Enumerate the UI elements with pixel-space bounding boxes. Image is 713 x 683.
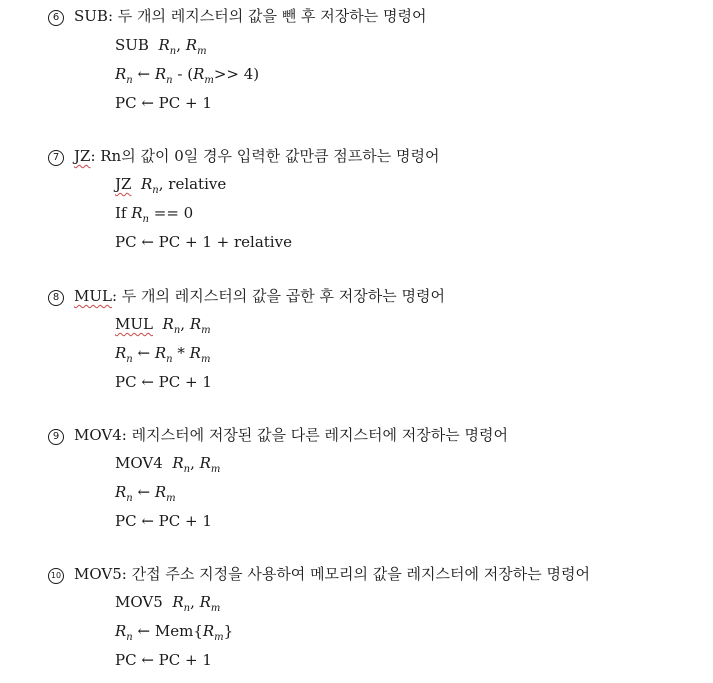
reg-symbol: R bbox=[162, 315, 174, 333]
mnemonic: JZ bbox=[74, 147, 91, 165]
operation-line bbox=[115, 482, 176, 509]
reg-index: n bbox=[166, 75, 173, 86]
syntax-line bbox=[115, 314, 211, 341]
reg-symbol: R bbox=[154, 344, 167, 362]
condition-line bbox=[115, 203, 193, 230]
operation-line bbox=[115, 621, 233, 648]
reg-index: n bbox=[166, 354, 173, 365]
separator: , bbox=[180, 315, 190, 333]
section-10-heading bbox=[48, 564, 590, 584]
keyword: If bbox=[115, 204, 132, 222]
reg-symbol: R bbox=[199, 454, 211, 472]
reg-index: m bbox=[197, 46, 207, 57]
reg-symbol: R bbox=[189, 315, 202, 333]
operator: >> 4) bbox=[213, 65, 260, 83]
reg-index: n bbox=[126, 632, 133, 643]
mnemonic: MUL bbox=[74, 287, 112, 305]
mnemonic: MOV4 bbox=[74, 426, 122, 444]
reg-symbol: R bbox=[154, 483, 167, 501]
section-7-heading bbox=[48, 146, 439, 166]
reg-symbol: R bbox=[115, 483, 127, 501]
section-8-heading bbox=[48, 286, 445, 306]
reg-index: n bbox=[126, 493, 133, 504]
reg-index: m bbox=[214, 632, 224, 643]
reg-index: n bbox=[183, 464, 191, 475]
syntax-line bbox=[115, 592, 220, 619]
reg-symbol: R bbox=[185, 36, 198, 54]
operation-line bbox=[115, 64, 259, 91]
operator: ← bbox=[132, 344, 155, 362]
reg-index: m bbox=[201, 325, 211, 336]
pc-update-line: PC ← PC + 1 bbox=[115, 651, 212, 669]
reg-symbol: R bbox=[115, 622, 127, 640]
mnemonic: SUB bbox=[74, 7, 108, 25]
reg-index: n bbox=[173, 325, 181, 336]
pc-update-line: PC ← PC + 1 bbox=[115, 512, 212, 530]
syntax-line bbox=[115, 453, 220, 480]
reg-index: m bbox=[204, 75, 214, 86]
reg-symbol: R bbox=[193, 65, 205, 83]
circled-number-8: 8 bbox=[48, 290, 64, 306]
pc-update-line: PC ← PC + 1 bbox=[115, 373, 212, 391]
pc-update-line: PC ← PC + 1 bbox=[115, 94, 212, 112]
heading-description: : 두 개의 레지스터의 값을 곱한 후 저장하는 명령어 bbox=[111, 287, 445, 305]
circled-number-9: 9 bbox=[48, 429, 64, 445]
reg-index: m bbox=[166, 493, 176, 504]
heading-description: : 두 개의 레지스터의 값을 뺀 후 저장하는 명령어 bbox=[107, 7, 427, 25]
pc-update-line: PC ← PC + 1 + relative bbox=[115, 233, 292, 251]
reg-index: m bbox=[200, 354, 211, 365]
reg-symbol: R bbox=[172, 593, 184, 611]
reg-symbol: R bbox=[158, 36, 170, 54]
syntax-line bbox=[115, 174, 226, 201]
section-9-heading bbox=[48, 425, 508, 445]
opcode: MOV4 bbox=[115, 454, 163, 472]
opcode: MOV5 bbox=[115, 593, 163, 611]
heading-description: : 간접 주소 지정을 사용하여 메모리의 값을 레지스터에 저장하는 명령어 bbox=[121, 565, 590, 583]
operator: - ( bbox=[172, 65, 194, 83]
reg-index: m bbox=[210, 464, 221, 475]
heading-description: : Rn의 값이 0일 경우 입력한 값만큼 점프하는 명령어 bbox=[90, 147, 440, 165]
opcode: SUB bbox=[115, 36, 149, 54]
operand-text: , relative bbox=[158, 175, 227, 193]
reg-symbol: R bbox=[199, 593, 211, 611]
reg-index: n bbox=[142, 214, 149, 225]
syntax-line bbox=[115, 35, 207, 62]
separator: , bbox=[190, 593, 200, 611]
mnemonic: MOV5 bbox=[74, 565, 122, 583]
circled-number-10: 10 bbox=[48, 568, 64, 584]
reg-symbol: R bbox=[131, 204, 143, 222]
reg-index: n bbox=[126, 75, 133, 86]
reg-symbol: R bbox=[172, 454, 184, 472]
operator: * bbox=[172, 344, 190, 362]
reg-index: n bbox=[126, 354, 133, 365]
circled-number-7: 7 bbox=[48, 150, 64, 166]
separator: , bbox=[190, 454, 200, 472]
reg-symbol: R bbox=[115, 65, 127, 83]
opcode: MUL bbox=[115, 315, 153, 333]
operator: ← bbox=[132, 65, 155, 83]
reg-symbol: R bbox=[115, 344, 127, 362]
operator: ← bbox=[132, 483, 155, 501]
reg-symbol: R bbox=[202, 622, 215, 640]
reg-symbol: R bbox=[189, 344, 201, 362]
operation-line bbox=[115, 343, 210, 370]
reg-index: m bbox=[210, 603, 221, 614]
reg-symbol: R bbox=[140, 175, 153, 193]
operator: ← Mem{ bbox=[132, 622, 203, 640]
operator: } bbox=[223, 622, 234, 640]
reg-index: n bbox=[152, 185, 159, 196]
reg-index: n bbox=[183, 603, 191, 614]
circled-number-6: 6 bbox=[48, 10, 64, 26]
reg-symbol: R bbox=[154, 65, 167, 83]
reg-index: n bbox=[169, 46, 177, 57]
operator: == 0 bbox=[149, 204, 194, 222]
opcode: JZ bbox=[115, 175, 132, 193]
separator: , bbox=[176, 36, 186, 54]
heading-description: : 레지스터에 저장된 값을 다른 레지스터에 저장하는 명령어 bbox=[121, 426, 508, 444]
section-6-heading bbox=[48, 6, 426, 26]
